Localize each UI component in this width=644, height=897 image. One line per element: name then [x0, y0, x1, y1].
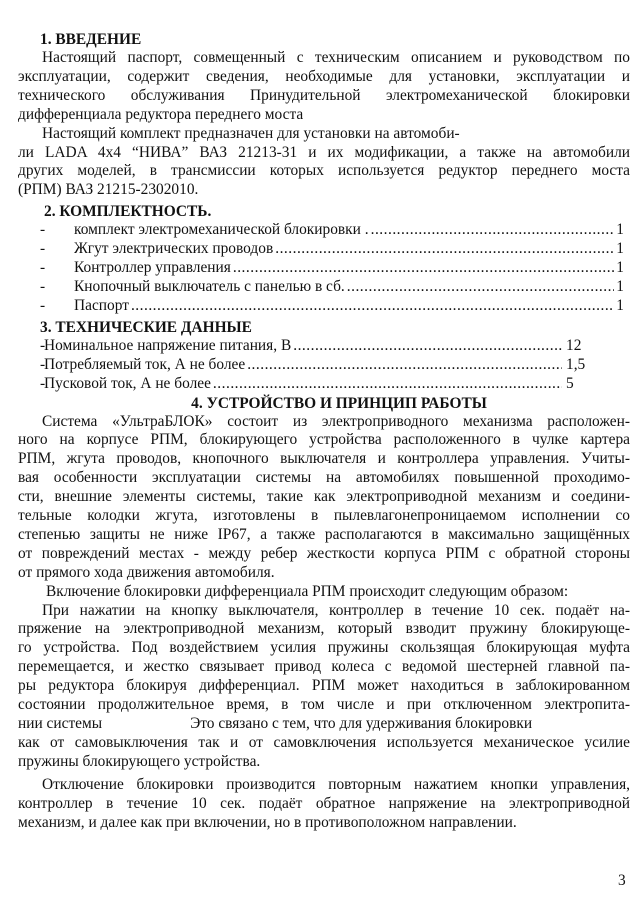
kit-item-qty: 1: [616, 277, 624, 295]
kit-list-item: [18, 259, 630, 278]
list-dash: -: [40, 336, 46, 354]
dot-leader: [275, 240, 614, 259]
text-line: технического обслуживания Принудительной электромеханической блокировки: [18, 86, 630, 104]
kit-item-label: Паспорт: [74, 296, 129, 314]
list-dash: -: [40, 240, 46, 258]
text-line: механизм, и далее как при включении, но в противоположном направлении.: [18, 813, 517, 831]
text-line: перемещается, и жестко связывает привод колеса с ведомой шестерней главной па-: [18, 658, 630, 676]
kit-item-qty: 1: [616, 221, 624, 239]
text-fragment: Это связано с тем, что для удерживания блокировки: [190, 715, 533, 732]
section-4-para-4: [18, 776, 630, 833]
text-line: го устройства. Под воздействием усилия пружины скользящая блокирующая муфта: [18, 639, 630, 657]
text-line: степенью защиты не ниже IP67, а также располагаются в максимально защищённых: [18, 525, 630, 543]
text-line: Настоящий паспорт, совмещенный с техническим описанием и руководством по: [42, 49, 630, 66]
text-line: тельные колодки жгута, изготовлены в пылевлагонепроницаемом исполнении со: [18, 507, 630, 525]
text-line: дифференциала редуктора переднего моста: [18, 105, 304, 123]
text-fragment: нии системы: [18, 715, 103, 732]
dot-leader: [213, 375, 562, 394]
dot-leader: [371, 221, 614, 240]
text-line: эксплуатации, содержит сведения, необходимые для установки, эксплуатации и: [18, 67, 630, 85]
tech-data-value: 12: [566, 336, 582, 354]
dot-leader: [347, 278, 614, 297]
kit-item-qty: 1: [616, 296, 624, 314]
text-line: [18, 715, 630, 734]
kit-list-item: [18, 221, 630, 240]
text-line: от повреждений местах - между ребер жесткости корпуса РПМ с обратной стороны: [18, 544, 630, 562]
section-4-title: 4. УСТРОЙСТВО И ПРИНЦИП РАБОТЫ: [191, 394, 487, 412]
list-dash: -: [40, 374, 46, 392]
section-1-title: 1. ВВЕДЕНИЕ: [40, 31, 142, 48]
kit-list: [18, 221, 630, 316]
list-dash: -: [40, 259, 46, 277]
section-2-title: 2. КОМПЛЕКТНОСТЬ.: [44, 203, 212, 221]
text-line: Настоящий комплект предназначен для установки на автомоби-: [42, 124, 460, 142]
text-line: ного на корпусе РПМ, блокирующего устройства расположенного в чулке картера: [18, 431, 630, 449]
text-line: других моделей, в трансмиссии которых используется редуктор переднего моста: [18, 162, 630, 180]
tech-data-item: [18, 375, 630, 394]
text-line: (РПМ) ВАЗ 21215-2302010.: [18, 181, 199, 199]
section-4-para-3: [18, 602, 630, 772]
text-line: пряжение на электроприводной механизм, который взводит пружину блокирующе-: [18, 620, 630, 638]
text-line: контроллер в течение 10 сек. подаёт обратное напряжение на электроприводной: [18, 794, 630, 812]
section-1-para-2: [18, 125, 630, 201]
text-line: как от самовыключения так и от самовключения используется механическое усилие: [18, 733, 630, 751]
list-dash: -: [40, 355, 46, 373]
dot-leader: [131, 297, 614, 316]
kit-item-label: Кнопочный выключатель с панелью в сб.: [74, 277, 345, 295]
dot-leader: [293, 337, 562, 356]
tech-data-value: 5: [566, 374, 574, 392]
text-line: При нажатии на кнопку выключателя, контроллер в течение 10 сек. подаёт на-: [42, 601, 630, 619]
tech-data-item: [18, 356, 630, 375]
kit-item-qty: 1: [616, 240, 624, 258]
tech-data-value: 1,5: [566, 355, 586, 373]
kit-item-label: комплект электромеханической блокировки .: [74, 221, 369, 239]
kit-item-label: Контроллер управления: [74, 259, 231, 277]
text-line: Система «УльтраБЛОК» состоит из электроприводного механизма расположен-: [42, 412, 630, 430]
kit-list-item: [18, 278, 630, 297]
kit-item-label: Жгут электрических проводов: [74, 240, 274, 258]
list-dash: -: [40, 221, 46, 239]
tech-data-list: [18, 337, 630, 394]
text-line: вая особенности эксплуатации системы на автомобилях повышенной проходимо-: [18, 469, 630, 487]
tech-data-label: Пусковой ток, А не более: [44, 374, 211, 392]
tech-data-item: [18, 337, 630, 356]
text-line: состоянии продолжительное время, в том числе и при отключенном электропита-: [18, 696, 630, 714]
text-line: от прямого хода движения автомобиля.: [18, 563, 275, 581]
page-number: 3: [618, 872, 626, 889]
kit-list-item: [18, 240, 630, 259]
kit-list-item: [18, 297, 630, 316]
list-dash: -: [40, 296, 46, 314]
section-1-para-1: [18, 49, 630, 125]
dot-leader: [233, 259, 614, 278]
text-line: пружины блокирующего устройства.: [18, 752, 261, 770]
dot-leader: [247, 356, 562, 375]
section-4-para-2: Включение блокировки дифференциала РПМ происходит следующим образом:: [46, 582, 569, 600]
text-line: РПМ, жгута проводов, кнопочного выключателя и контроллера управления. Учиты-: [18, 450, 630, 468]
text-line: ры редуктора блокируя дифференциал. РПМ может находиться в заблокированном: [18, 677, 630, 695]
section-3-title: 3. ТЕХНИЧЕСКИЕ ДАННЫЕ: [40, 318, 252, 336]
text-line: Отключение блокировки производится повторным нажатием кнопки управления,: [42, 775, 630, 793]
tech-data-label: Потребляемый ток, А не более: [44, 355, 246, 373]
section-4-para-1: [18, 413, 630, 583]
kit-item-qty: 1: [616, 259, 624, 277]
tech-data-label: Номинальное напряжение питания, В: [44, 336, 292, 354]
text-line: ли LADA 4x4 “НИВА” ВАЗ 21213-31 и их модификации, а также на автомобили: [18, 143, 630, 161]
list-dash: -: [40, 277, 46, 295]
text-line: сти, внешние элементы системы, такие как электроприводной механизм и соедини-: [18, 488, 630, 506]
document-page: [18, 30, 630, 832]
